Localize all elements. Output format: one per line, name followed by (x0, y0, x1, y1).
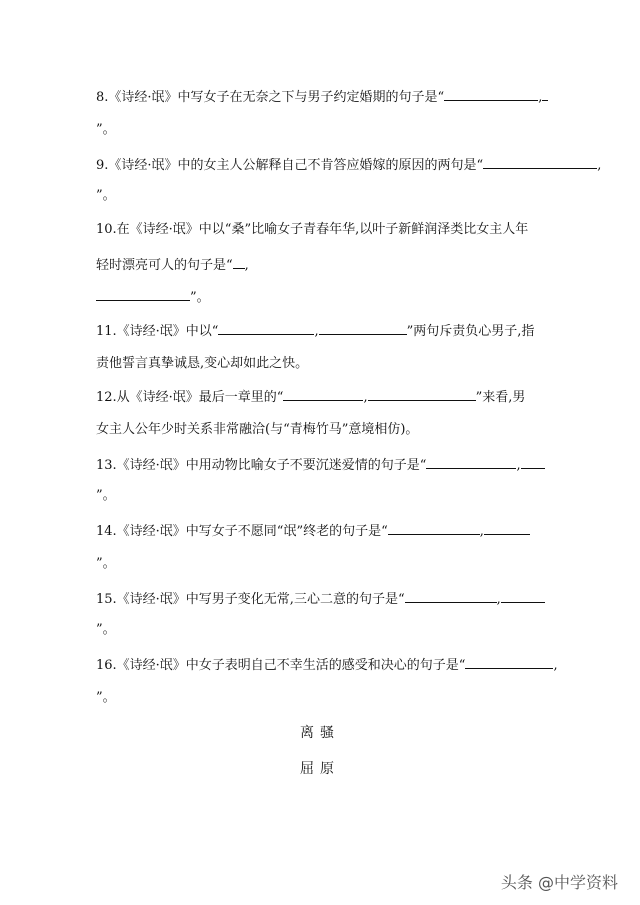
question-12-cont: 女主人公年少时关系非常融洽(与“青梅竹马”意境相仿)。 (96, 422, 419, 437)
question-10: 10.在《诗经·氓》中以“桑”比喻女子青春年华,以叶子新鲜润泽类比女主人年 (96, 222, 529, 237)
question-10-cont: 轻时漂亮可人的句子是“ , (96, 258, 249, 273)
answer-blank[interactable] (368, 388, 476, 401)
answer-blank[interactable] (521, 456, 545, 469)
answer-blank[interactable] (96, 288, 190, 301)
question-16-end: ”。 (96, 690, 116, 705)
answer-blank[interactable] (483, 156, 597, 169)
question-13: 13.《诗经·氓》中用动物比喻女子不要沉迷爱情的句子是“ , (96, 456, 580, 474)
answer-blank[interactable] (484, 522, 530, 535)
answer-blank[interactable] (319, 322, 407, 335)
answer-blank[interactable] (233, 256, 245, 269)
answer-blank[interactable] (388, 522, 480, 535)
question-8: 8.《诗经·氓》中写女子在无奈之下与男子约定婚期的句子是“ , (96, 88, 580, 106)
question-16: 16.《诗经·氓》中女子表明自己不幸生活的感受和决心的句子是“ , (96, 658, 558, 673)
answer-blank[interactable] (542, 88, 548, 101)
answer-blank[interactable] (465, 656, 553, 669)
question-15: 15.《诗经·氓》中写男子变化无常,三心二意的句子是“ , (96, 590, 580, 608)
answer-blank[interactable] (501, 590, 545, 603)
answer-blank[interactable] (283, 388, 363, 401)
answer-blank[interactable] (426, 456, 516, 469)
watermark: 头条 @中学资料 (500, 873, 618, 892)
poem-title: 离骚 (300, 725, 340, 741)
question-11-cont: 责他誓言真挚诚恳,变心却如此之快。 (96, 356, 309, 371)
question-9-end: ”。 (96, 188, 116, 203)
question-14: 14.《诗经·氓》中写女子不愿同“氓”终老的句子是“ , (96, 522, 580, 540)
question-13-end: ”。 (96, 488, 116, 503)
answer-blank[interactable] (405, 590, 497, 603)
question-11: 11.《诗经·氓》中以“ , ”两句斥责负心男子,指 (96, 324, 535, 339)
question-15-end: ”。 (96, 622, 116, 637)
question-10-end: ”。 (96, 288, 580, 306)
question-8-end: ”。 (96, 122, 116, 137)
question-12: 12.从《诗经·氓》最后一章里的“ , ”来看,男 (96, 390, 526, 405)
answer-blank[interactable] (218, 322, 314, 335)
answer-blank[interactable] (444, 88, 538, 101)
poem-author: 屈原 (300, 761, 340, 777)
question-9: 9.《诗经·氓》中的女主人公解释自己不肯答应婚嫁的原因的两句是“ , (96, 158, 602, 173)
question-14-end: ”。 (96, 556, 116, 571)
